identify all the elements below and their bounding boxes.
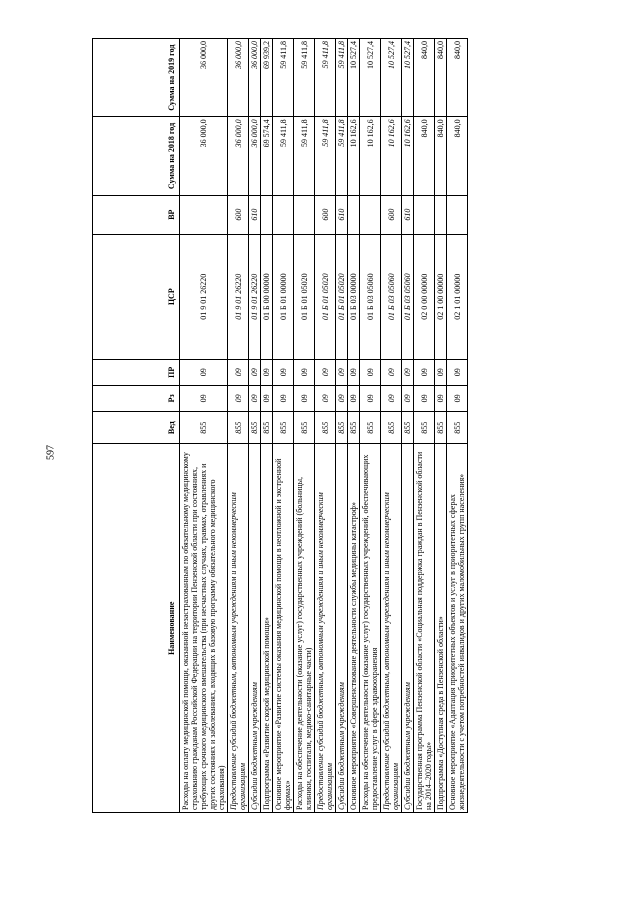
cell-sum-2018: 59 411,8: [294, 117, 315, 195]
cell-name: Государственная программа Пензенской области «Социальная поддержка граждан в Пензенской области на 2014–2020 годы»: [414, 444, 435, 813]
cell-sum-2018: 59 411,8: [273, 117, 294, 195]
cell-rz: 09: [402, 385, 414, 411]
cell-csr: 02 0 00 00000: [414, 234, 435, 359]
cell-sum-2018: 36 000,0: [228, 117, 249, 195]
budget-table: [92, 38, 468, 813]
cell-sum-2019: 69 939,2: [261, 39, 273, 117]
cell-rz: 09: [381, 385, 402, 411]
cell-sum-2018: 840,0: [435, 117, 447, 195]
cell-ved: 855: [402, 411, 414, 444]
cell-name: Основное мероприятие «Совершенствование деятельности службы медицины катастроф»: [348, 444, 360, 813]
table-row: [381, 39, 402, 813]
cell-sum-2019: 59 411,8: [294, 39, 315, 117]
table-row: [414, 39, 435, 813]
cell-sum-2018: 10 162,6: [348, 117, 360, 195]
cell-csr: 01 Б 01 05020: [315, 234, 336, 359]
cell-pr: 09: [348, 359, 360, 385]
cell-csr: 01 Б 03 00000: [348, 234, 360, 359]
cell-sum-2019: 59 411,8: [336, 39, 348, 117]
table-row: [435, 39, 447, 813]
cell-sum-2018: 10 162,6: [381, 117, 402, 195]
cell-vr: [360, 195, 381, 234]
cell-sum-2019: 10 527,4: [381, 39, 402, 117]
cell-pr: 09: [381, 359, 402, 385]
cell-pr: 09: [414, 359, 435, 385]
cell-rz: 09: [336, 385, 348, 411]
table-row: [447, 39, 468, 813]
cell-vr: [261, 195, 273, 234]
header-csr: ЦСР: [93, 234, 180, 359]
cell-sum-2018: 36 000,0: [249, 117, 261, 195]
cell-rz: 09: [447, 385, 468, 411]
table-row: [261, 39, 273, 813]
cell-name: Субсидии бюджетным учреждениям: [402, 444, 414, 813]
cell-pr: 09: [336, 359, 348, 385]
cell-csr: 01 Б 01 00000: [273, 234, 294, 359]
cell-vr: 600: [381, 195, 402, 234]
cell-vr: [435, 195, 447, 234]
cell-rz: 09: [180, 385, 228, 411]
cell-ved: 855: [228, 411, 249, 444]
cell-sum-2019: 36 000,0: [228, 39, 249, 117]
cell-sum-2018: 69 574,4: [261, 117, 273, 195]
header-vr: ВР: [93, 195, 180, 234]
cell-ved: 855: [261, 411, 273, 444]
header-sum-2018: Сумма на 2018 год: [93, 117, 180, 195]
cell-ved: 855: [180, 411, 228, 444]
cell-vr: [273, 195, 294, 234]
cell-sum-2019: 10 527,4: [360, 39, 381, 117]
header-rz: Рз: [93, 385, 180, 411]
cell-rz: 09: [435, 385, 447, 411]
cell-csr: 01 Б 00 00000: [261, 234, 273, 359]
cell-vr: 610: [402, 195, 414, 234]
cell-sum-2018: 36 000,0: [180, 117, 228, 195]
cell-csr: 01 9 01 26220: [249, 234, 261, 359]
table-row: [228, 39, 249, 813]
cell-sum-2018: 59 411,8: [315, 117, 336, 195]
cell-vr: [414, 195, 435, 234]
cell-vr: [180, 195, 228, 234]
cell-rz: 09: [315, 385, 336, 411]
cell-rz: 09: [348, 385, 360, 411]
cell-csr: 01 Б 03 05060: [360, 234, 381, 359]
rotated-page-content: [92, 38, 557, 813]
cell-pr: 09: [249, 359, 261, 385]
cell-ved: 855: [294, 411, 315, 444]
cell-sum-2019: 840,0: [435, 39, 447, 117]
cell-sum-2019: 36 000,0: [180, 39, 228, 117]
cell-rz: 09: [228, 385, 249, 411]
cell-name: Предоставление субсидий бюджетным, автономным учреждениям и иным некоммерческим организациям: [381, 444, 402, 813]
cell-rz: 09: [261, 385, 273, 411]
cell-ved: 855: [273, 411, 294, 444]
cell-name: Основное мероприятие «Адаптация приоритетных объектов и услуг в приоритетных сферах жизнедеятельности с учетом потребностей инвалидов и других маломобильных групп населения»: [447, 444, 468, 813]
cell-rz: 09: [360, 385, 381, 411]
cell-sum-2018: 10 162,6: [402, 117, 414, 195]
cell-pr: 09: [180, 359, 228, 385]
cell-name: Предоставление субсидий бюджетным, автономным учреждениям и иным некоммерческим организациям: [228, 444, 249, 813]
cell-pr: 09: [261, 359, 273, 385]
cell-ved: 855: [336, 411, 348, 444]
cell-ved: 855: [381, 411, 402, 444]
cell-pr: 09: [273, 359, 294, 385]
header-sum-2019: Сумма на 2019 год: [93, 39, 180, 117]
cell-vr: [294, 195, 315, 234]
cell-name: Расходы на обеспечение деятельности (оказание услуг) государственных учреждений, обеспечивающих предоставление услуг в сфере здравоохранения: [360, 444, 381, 813]
cell-pr: 09: [315, 359, 336, 385]
table-row: [294, 39, 315, 813]
table-row: [360, 39, 381, 813]
cell-csr: 01 Б 01 05020: [294, 234, 315, 359]
cell-sum-2019: 10 527,4: [348, 39, 360, 117]
table-header-row: [93, 39, 180, 813]
cell-csr: 01 9 01 26220: [180, 234, 228, 359]
cell-name: Подпрограмма «Доступная среда в Пензенской области»: [435, 444, 447, 813]
cell-sum-2019: 840,0: [447, 39, 468, 117]
cell-sum-2019: 10 527,4: [402, 39, 414, 117]
cell-vr: 610: [249, 195, 261, 234]
cell-csr: 01 Б 03 05060: [402, 234, 414, 359]
header-name: Наименование: [93, 444, 180, 813]
cell-vr: [348, 195, 360, 234]
table-row: [249, 39, 261, 813]
cell-pr: 09: [294, 359, 315, 385]
cell-ved: 855: [315, 411, 336, 444]
cell-sum-2018: 59 411,8: [336, 117, 348, 195]
table-row: [315, 39, 336, 813]
cell-name: Подпрограмма «Развитие скорой медицинской помощи»: [261, 444, 273, 813]
cell-name: Субсидии бюджетным учреждениям: [336, 444, 348, 813]
cell-ved: 855: [348, 411, 360, 444]
cell-sum-2019: 36 000,0: [249, 39, 261, 117]
cell-vr: 610: [336, 195, 348, 234]
cell-name: Расходы на оплату медицинской помощи, оказанной незастрахованным по обязательному медицинскому страхованию гражданам Российской Федерации на территории Пензенской области при состояниях, требующих срочного медицинского вмешательства (при несчастных случаях, травмах, отравлениях и других состояниях и заболеваниях, входящих в базовую программу обязательного медицинского страхования): [180, 444, 228, 813]
cell-rz: 09: [294, 385, 315, 411]
table-row: [273, 39, 294, 813]
cell-pr: 09: [402, 359, 414, 385]
table-row: [336, 39, 348, 813]
cell-csr: 02 1 01 00000: [447, 234, 468, 359]
cell-vr: [447, 195, 468, 234]
cell-sum-2019: 59 411,8: [273, 39, 294, 117]
cell-name: Расходы на обеспечение деятельности (оказание услуг) государственных учреждений (больницы, клиники, госпитали, медико-санитарные части): [294, 444, 315, 813]
cell-ved: 855: [414, 411, 435, 444]
cell-name: Субсидии бюджетным учреждениям: [249, 444, 261, 813]
cell-csr: 01 Б 01 05020: [336, 234, 348, 359]
cell-rz: 09: [414, 385, 435, 411]
header-pr: ПР: [93, 359, 180, 385]
cell-sum-2019: 840,0: [414, 39, 435, 117]
cell-pr: 09: [360, 359, 381, 385]
table-body: [180, 39, 468, 813]
cell-vr: 600: [228, 195, 249, 234]
cell-ved: 855: [435, 411, 447, 444]
table-row: [348, 39, 360, 813]
cell-pr: 09: [435, 359, 447, 385]
cell-name: Предоставление субсидий бюджетным, автономным учреждениям и иным некоммерческим организациям: [315, 444, 336, 813]
cell-csr: 01 9 01 26220: [228, 234, 249, 359]
table-row: [402, 39, 414, 813]
cell-ved: 855: [249, 411, 261, 444]
cell-ved: 855: [360, 411, 381, 444]
cell-csr: 01 Б 03 05060: [381, 234, 402, 359]
cell-csr: 02 1 00 00000: [435, 234, 447, 359]
cell-sum-2019: 59 411,8: [315, 39, 336, 117]
cell-vr: 600: [315, 195, 336, 234]
header-ved: Вед: [93, 411, 180, 444]
cell-rz: 09: [273, 385, 294, 411]
cell-ved: 855: [447, 411, 468, 444]
cell-name: Основное мероприятие «Развитие системы оказания медицинской помощи в неотложной и экстренной формах»: [273, 444, 294, 813]
cell-rz: 09: [249, 385, 261, 411]
cell-pr: 09: [447, 359, 468, 385]
cell-pr: 09: [228, 359, 249, 385]
cell-sum-2018: 10 162,6: [360, 117, 381, 195]
cell-sum-2018: 840,0: [414, 117, 435, 195]
page-number: 597: [45, 445, 57, 460]
cell-sum-2018: 840,0: [447, 117, 468, 195]
table-row: [180, 39, 228, 813]
